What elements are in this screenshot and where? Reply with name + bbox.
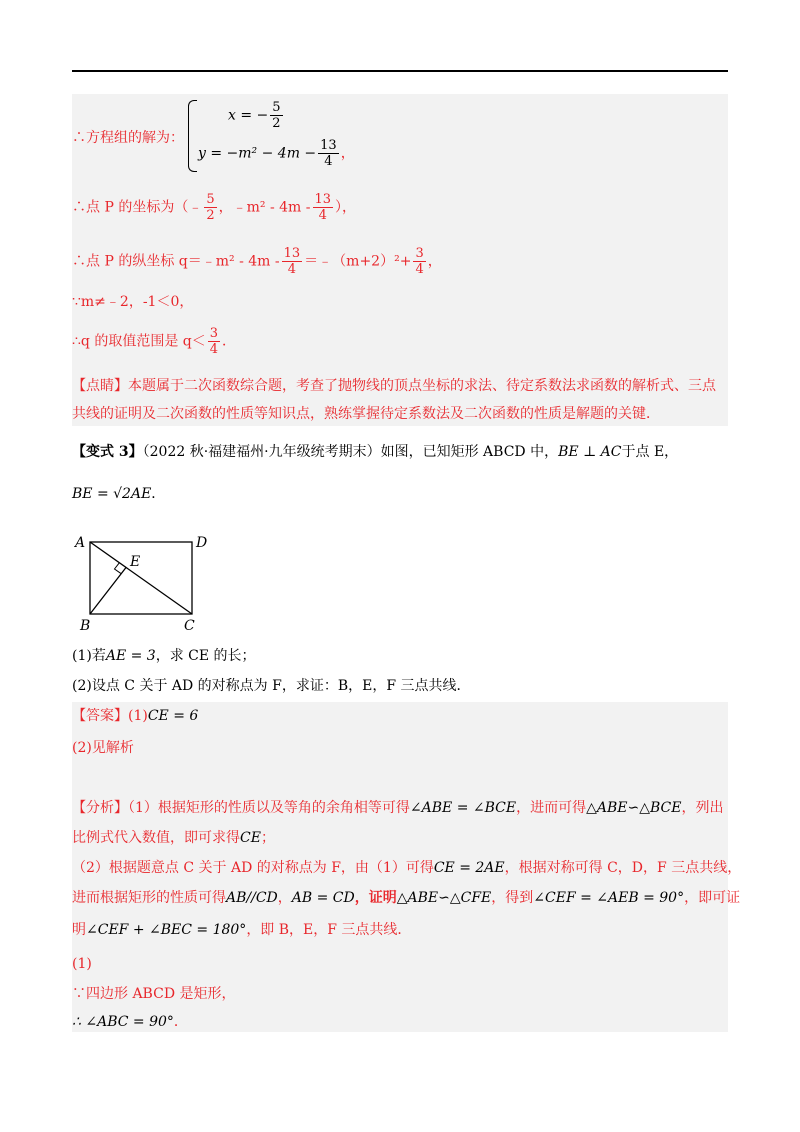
point-p-coordinates: ∴点 P 的坐标为（﹣ $\frac{5}{2}$ ，﹣m² - 4m - $\frac{13}{4}$ ）， <box>72 192 357 223</box>
part-1-line-1: ∵四边形 ABCD 是矩形， <box>72 986 236 1002</box>
comment-line-1: 【点睛】本题属于二次函数综合题，考查了抛物线的顶点坐标的求法、待定系数法求函数的解析式、三点 <box>72 378 716 394</box>
analysis-line-3: （2）根据题意点 C 关于 AD 的对称点为 F，由（1）可得CE = 2AE，根据对称可得 C，D，F 三点共线， <box>72 860 742 876</box>
rectangle-figure <box>72 530 232 632</box>
analysis-line-5: 明∠CEF + ∠BEC = 180°，即 B，E，F 三点共线． <box>72 922 412 938</box>
right-angle-mark <box>115 563 122 574</box>
question-1: (1)若AE = 3，求 CE 的长； <box>72 648 256 664</box>
label-e: E <box>130 554 141 570</box>
system-prefix: ∴方程组的解为： <box>72 130 184 146</box>
header-rule <box>72 70 728 72</box>
answer-1: 【答案】(1)CE = 6 <box>72 708 199 724</box>
diagonal-ac <box>90 542 192 614</box>
q-range: ∴q 的取值范围是 q＜ $\frac{3}{4}$ ． <box>72 326 237 357</box>
system-brace <box>188 100 197 172</box>
part-1-line-2: ∴ ∠ABC = 90°． <box>72 1014 188 1030</box>
comment-line-2: 共线的证明及二次函数的性质等知识点，熟练掌握待定系数法及二次函数的性质是解题的关键． <box>72 406 660 422</box>
label-c: C <box>184 618 195 632</box>
segment-be <box>90 568 126 615</box>
system-eq2: y = −m² − 4m − $\frac{13}{4}$ ， <box>198 138 355 169</box>
label-d: D <box>196 535 208 551</box>
system-eq1: x = − $\frac{5}{2}$ <box>228 100 281 131</box>
analysis-line-4: 进而根据矩形的性质可得AB//CD，AB = CD，证明△ABE∽△CFE，得到∠CEF = ∠AEB = 90°，即可证 <box>72 890 741 906</box>
answer-2: (2)见解析 <box>72 740 134 756</box>
label-b: B <box>80 618 91 632</box>
part-1-label: (1) <box>72 956 92 972</box>
analysis-line-2: 比例式代入数值，即可求得CE； <box>72 830 275 846</box>
question-2: (2)设点 C 关于 AD 的对称点为 F，求证：B，E，F 三点共线． <box>72 678 471 694</box>
analysis-line-1: 【分析】（1）根据矩形的性质以及等角的余角相等可得∠ABE = ∠BCE，进而可得△ABE∽△BCE，列出 <box>72 800 724 816</box>
problem-statement: 【变式 3】（2022 秋·福建福州·九年级统考期末）如图，已知矩形 ABCD 中，BE ⊥ AC于点 E， <box>72 444 679 460</box>
problem-condition-2: BE = √2AE． <box>72 486 166 502</box>
point-p-ordinate: ∴点 P 的纵坐标 q＝﹣m² - 4m - $\frac{13}{4}$ ＝﹣（m+2）²+ $\frac{3}{4}$ ， <box>72 246 442 277</box>
m-condition: ∵m≠﹣2，-1＜0， <box>72 294 194 310</box>
label-a: A <box>75 535 86 551</box>
